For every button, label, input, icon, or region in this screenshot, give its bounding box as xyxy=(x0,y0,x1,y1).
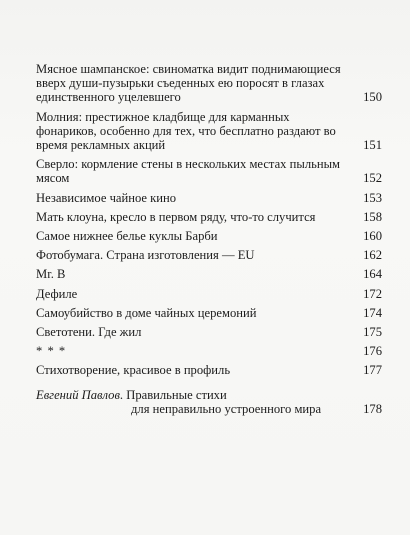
toc-entry-title: Самое нижнее белье куклы Барби xyxy=(36,229,218,244)
toc-entry-title: Стихотворение, красивое в профиль xyxy=(36,363,231,378)
toc-entry xyxy=(36,210,390,224)
toc-author-entry-line1 xyxy=(36,388,390,402)
toc-entry xyxy=(36,248,390,262)
toc-entry-page: 174 xyxy=(363,305,382,320)
toc-entry xyxy=(36,157,390,185)
toc-entry-page: 151 xyxy=(363,138,382,153)
toc-entry-page: 176 xyxy=(363,344,382,359)
toc-entry-page: 177 xyxy=(363,363,382,378)
toc-entry-title: Мать клоуна, кресло в первом ряду, что-то случится xyxy=(36,209,316,224)
toc-entry-title: Молния: престижное кладбище для карманных фонариков, особенно для тех, что бесплатно раздают во время рекламных акций xyxy=(36,109,336,153)
toc-entry-title: Сверло: кормление стены в нескольких местах пыльным мясом xyxy=(36,157,341,186)
toc-entry-title: Самоубийство в доме чайных церемоний xyxy=(36,305,257,320)
toc-entry-title: * * * xyxy=(36,344,67,359)
toc-entry-title: Mr. B xyxy=(36,267,66,282)
toc-entry xyxy=(36,191,390,205)
toc-author-entry xyxy=(36,388,390,416)
toc-entry-page: 160 xyxy=(363,229,382,244)
toc-entry-title: Фотобумага. Страна изготовления — EU xyxy=(36,248,255,263)
toc-entry-page: 150 xyxy=(363,90,382,105)
toc-entry xyxy=(36,229,390,243)
toc-entry xyxy=(36,62,390,105)
toc-entry-page: 164 xyxy=(363,267,382,282)
toc-entry xyxy=(36,325,390,339)
toc-entry-title: Независимое чайное кино xyxy=(36,190,177,205)
toc-entry xyxy=(36,110,390,153)
toc-entry-title: Дефиле xyxy=(36,286,78,301)
toc-entry-page: 153 xyxy=(363,190,382,205)
toc-entry-title: Мясное шампанское: свиноматка видит поднимающиеся вверх души-пузырьки съеденных ею поросят в глазах единственного уцелевшего xyxy=(36,62,341,105)
toc-author-title-part1: . Правильные стихи xyxy=(119,387,227,402)
toc-author-title-part2: для неправильно устроенного мира xyxy=(131,401,322,416)
toc-entry xyxy=(36,287,390,301)
toc-entry xyxy=(36,363,390,377)
toc-entry-page: 178 xyxy=(363,401,382,416)
toc-entry-page: 152 xyxy=(363,171,382,186)
toc-entry xyxy=(36,267,390,281)
toc-entry-page: 172 xyxy=(363,286,382,301)
toc-entry-page: 175 xyxy=(363,325,382,340)
toc-entry-page: 162 xyxy=(363,248,382,263)
toc-author-name: Евгений Павлов xyxy=(36,387,120,402)
toc-entry-page: 158 xyxy=(363,209,382,224)
toc-entry xyxy=(36,344,390,358)
toc-entry-title: Светотени. Где жил xyxy=(36,325,142,340)
table-of-contents xyxy=(36,62,390,421)
toc-entry xyxy=(36,306,390,320)
